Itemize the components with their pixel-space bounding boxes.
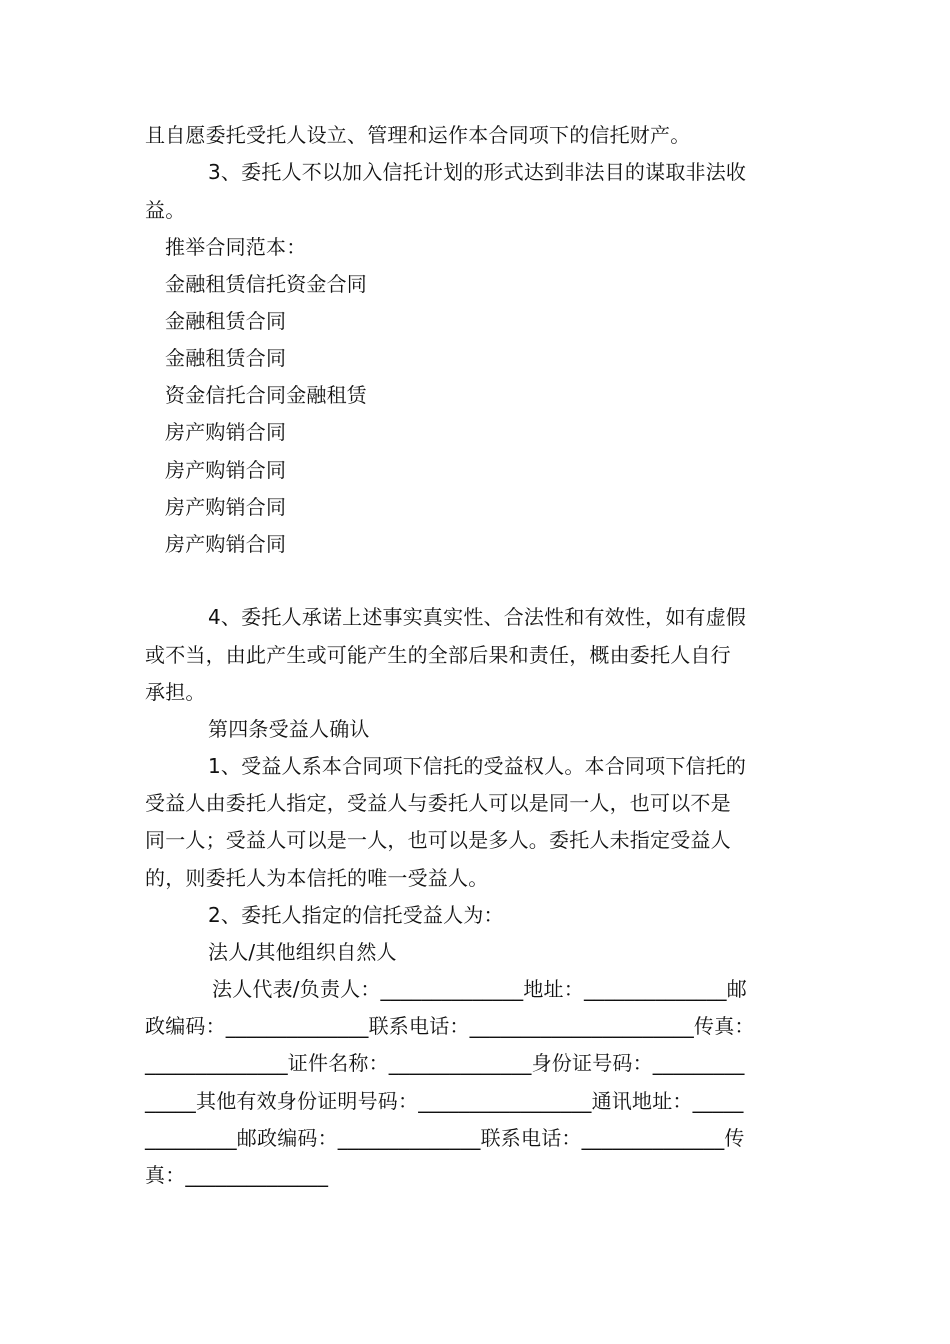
article4-item1-line1: 1、受益人系本合同项下信托的受益权人。本合同项下信托的 bbox=[208, 754, 747, 778]
form-line2: 政编码：______________联系电话：______________________传真： bbox=[145, 1014, 755, 1038]
clause4-line1: 4、委托人承诺上述事实真实性、合法性和有效性，如有虚假 bbox=[208, 605, 747, 629]
recommended-link[interactable]: 房产购销合同 bbox=[165, 495, 287, 519]
article4-item1-line2: 受益人由委托人指定，受益人与委托人可以是同一人，也可以不是 bbox=[145, 791, 731, 815]
clause4-line2: 或不当，由此产生或可能产生的全部后果和责任，概由委托人自行 bbox=[145, 643, 731, 667]
article4-item2-line1: 2、委托人指定的信托受益人为： bbox=[208, 903, 504, 927]
recommended-link[interactable]: 金融租赁合同 bbox=[165, 309, 287, 333]
recommended-link[interactable]: 房产购销合同 bbox=[165, 458, 287, 482]
form-line4: _____其他有效身份证明号码：_________________通讯地址：_____ bbox=[145, 1089, 744, 1113]
form-line3: ______________证件名称：______________身份证号码：_________ bbox=[145, 1051, 745, 1075]
recommended-link[interactable]: 金融租赁信托资金合同 bbox=[165, 272, 367, 296]
form-line6: 真：______________ bbox=[145, 1163, 329, 1187]
clause4-line3: 承担。 bbox=[145, 680, 206, 704]
article4-title: 第四条受益人确认 bbox=[208, 717, 370, 741]
recommended-link[interactable]: 金融租赁合同 bbox=[165, 346, 287, 370]
clause3-line1: 3、委托人不以加入信托计划的形式达到非法目的谋取非法收 bbox=[208, 160, 747, 184]
form-line5: _________邮政编码：______________联系电话：______________传 bbox=[145, 1126, 745, 1150]
article4-item2-line2: 法人/其他组织自然人 bbox=[208, 940, 397, 964]
article4-item1-line4: 的，则委托人为本信托的唯一受益人。 bbox=[145, 866, 489, 890]
form-line1: 法人代表/负责人：______________地址：______________邮 bbox=[212, 977, 747, 1001]
recommended-link[interactable]: 资金信托合同金融租赁 bbox=[165, 383, 367, 407]
paragraph-intro-end: 且自愿委托受托人设立、管理和运作本合同项下的信托财产。 bbox=[145, 123, 691, 147]
recommended-link[interactable]: 房产购销合同 bbox=[165, 420, 287, 444]
clause3-line2: 益。 bbox=[145, 198, 186, 222]
article4-item1-line3: 同一人；受益人可以是一人，也可以是多人。委托人未指定受益人 bbox=[145, 828, 731, 852]
recommended-link[interactable]: 房产购销合同 bbox=[165, 532, 287, 556]
recommended-heading: 推举合同范本： bbox=[165, 235, 307, 259]
